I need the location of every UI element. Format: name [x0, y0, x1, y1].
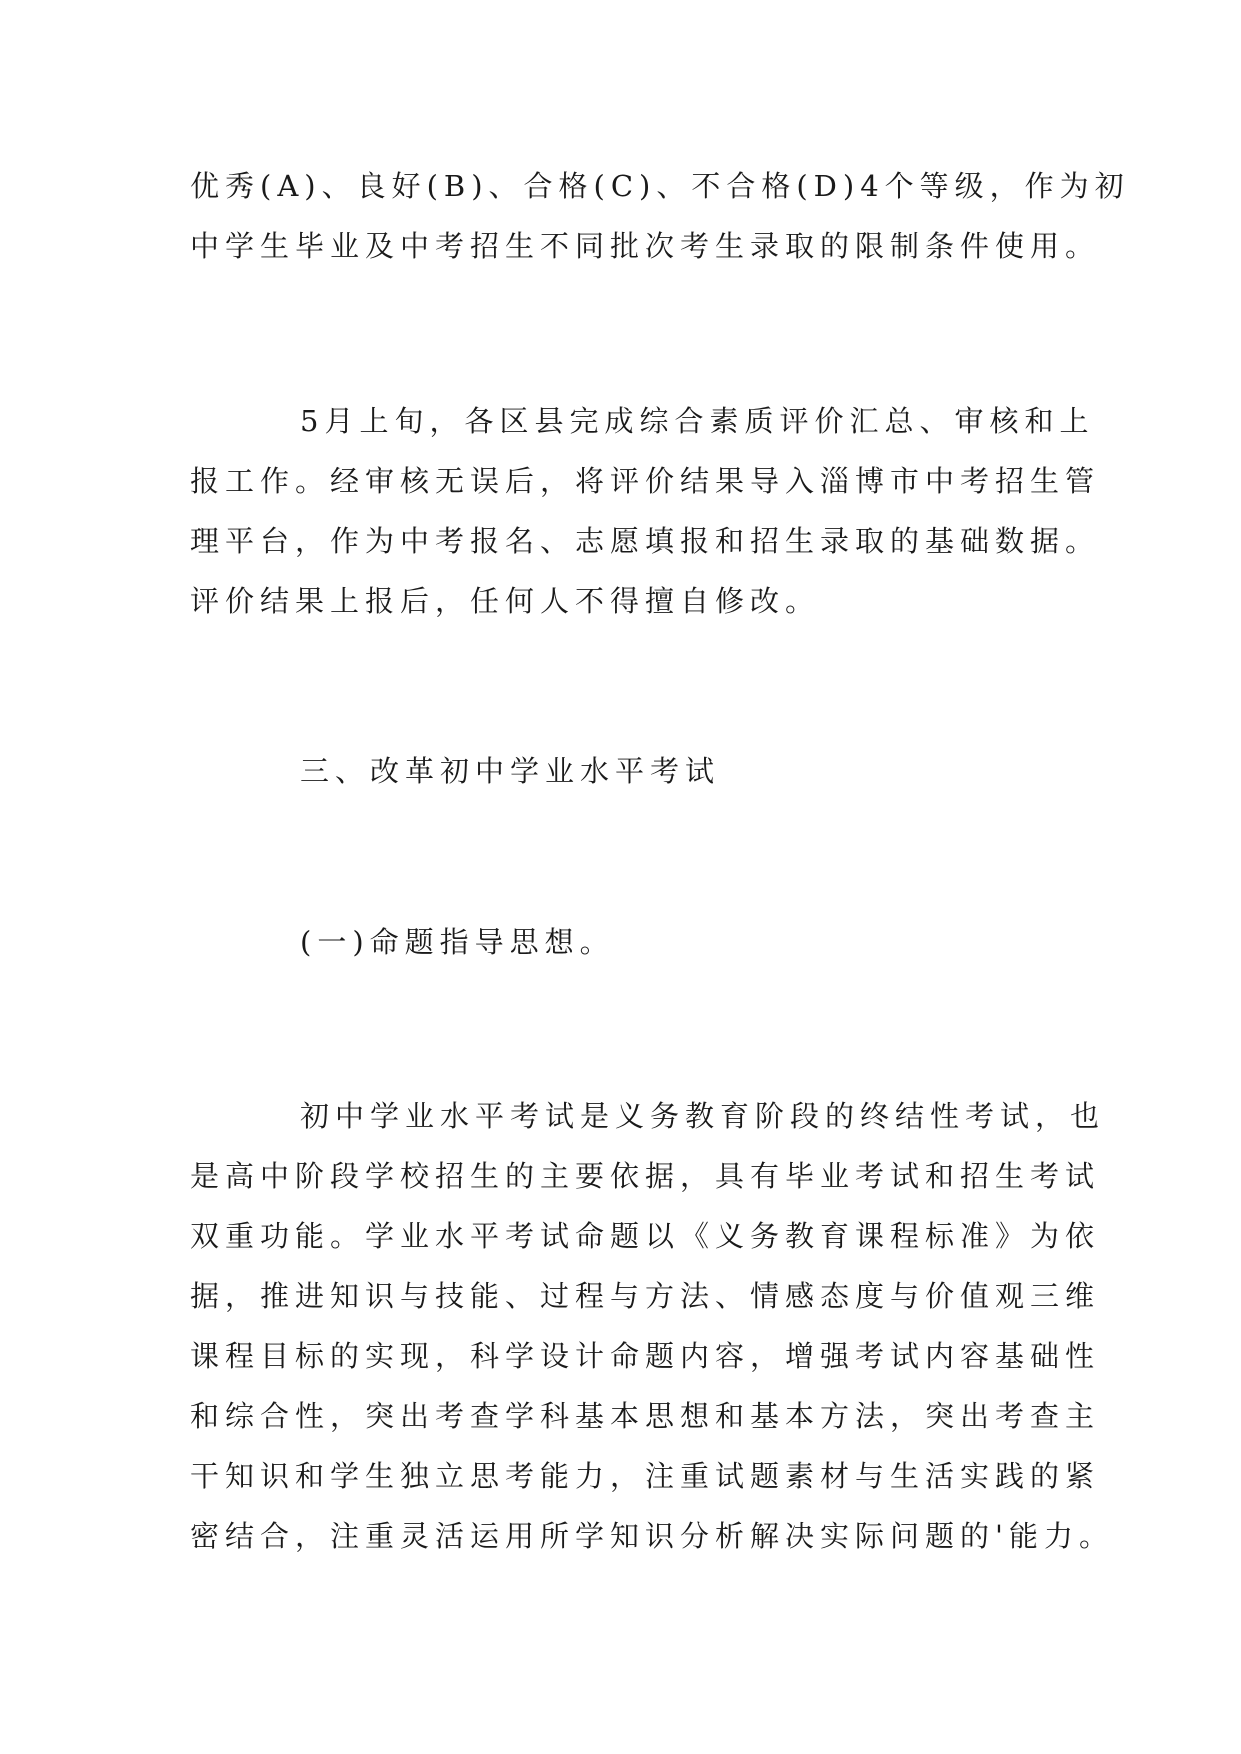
- text-line: 理平台，作为中考报名、志愿填报和招生录取的基础数据。: [190, 524, 1101, 558]
- text-line: 据，推进知识与技能、过程与方法、情感态度与价值观三维: [190, 1279, 1101, 1313]
- text-line: 优秀(A)、良好(B)、合格(C)、不合格(D)4个等级，作为初: [190, 169, 1130, 203]
- text-line: 双重功能。学业水平考试命题以《义务教育课程标准》为依: [190, 1219, 1101, 1253]
- text-line: 5月上旬，各区县完成综合素质评价汇总、审核和上: [300, 404, 1095, 438]
- text-line: 中学生毕业及中考招生不同批次考生录取的限制条件使用。: [190, 229, 1101, 263]
- paragraph-grade-levels: [190, 156, 1130, 276]
- text-line: 是高中阶段学校招生的主要依据，具有毕业考试和招生考试: [190, 1159, 1101, 1193]
- text-line: 课程目标的实现，科学设计命题内容，增强考试内容基础性: [190, 1339, 1101, 1373]
- text-line: 和综合性，突出考查学科基本思想和基本方法，突出考查主: [190, 1399, 1101, 1433]
- paragraph-evaluation-summary: [190, 391, 1101, 631]
- section-heading: [190, 741, 1060, 801]
- section-heading-text: 三、改革初中学业水平考试: [300, 754, 721, 788]
- subsection-heading-text: (一)命题指导思想。: [300, 925, 615, 959]
- subsection-heading: [190, 912, 1060, 972]
- text-line: 密结合，注重灵活运用所学知识分析解决实际问题的'能力。: [190, 1519, 1114, 1553]
- text-line: 评价结果上报后，任何人不得擅自修改。: [190, 584, 821, 618]
- text-line: 报工作。经审核无误后，将评价结果导入淄博市中考招生管: [190, 464, 1101, 498]
- text-line: 干知识和学生独立思考能力，注重试题素材与生活实践的紧: [190, 1459, 1101, 1493]
- paragraph-exam-guidance: [190, 1086, 1114, 1566]
- text-line: 初中学业水平考试是义务教育阶段的终结性考试，也: [300, 1099, 1106, 1133]
